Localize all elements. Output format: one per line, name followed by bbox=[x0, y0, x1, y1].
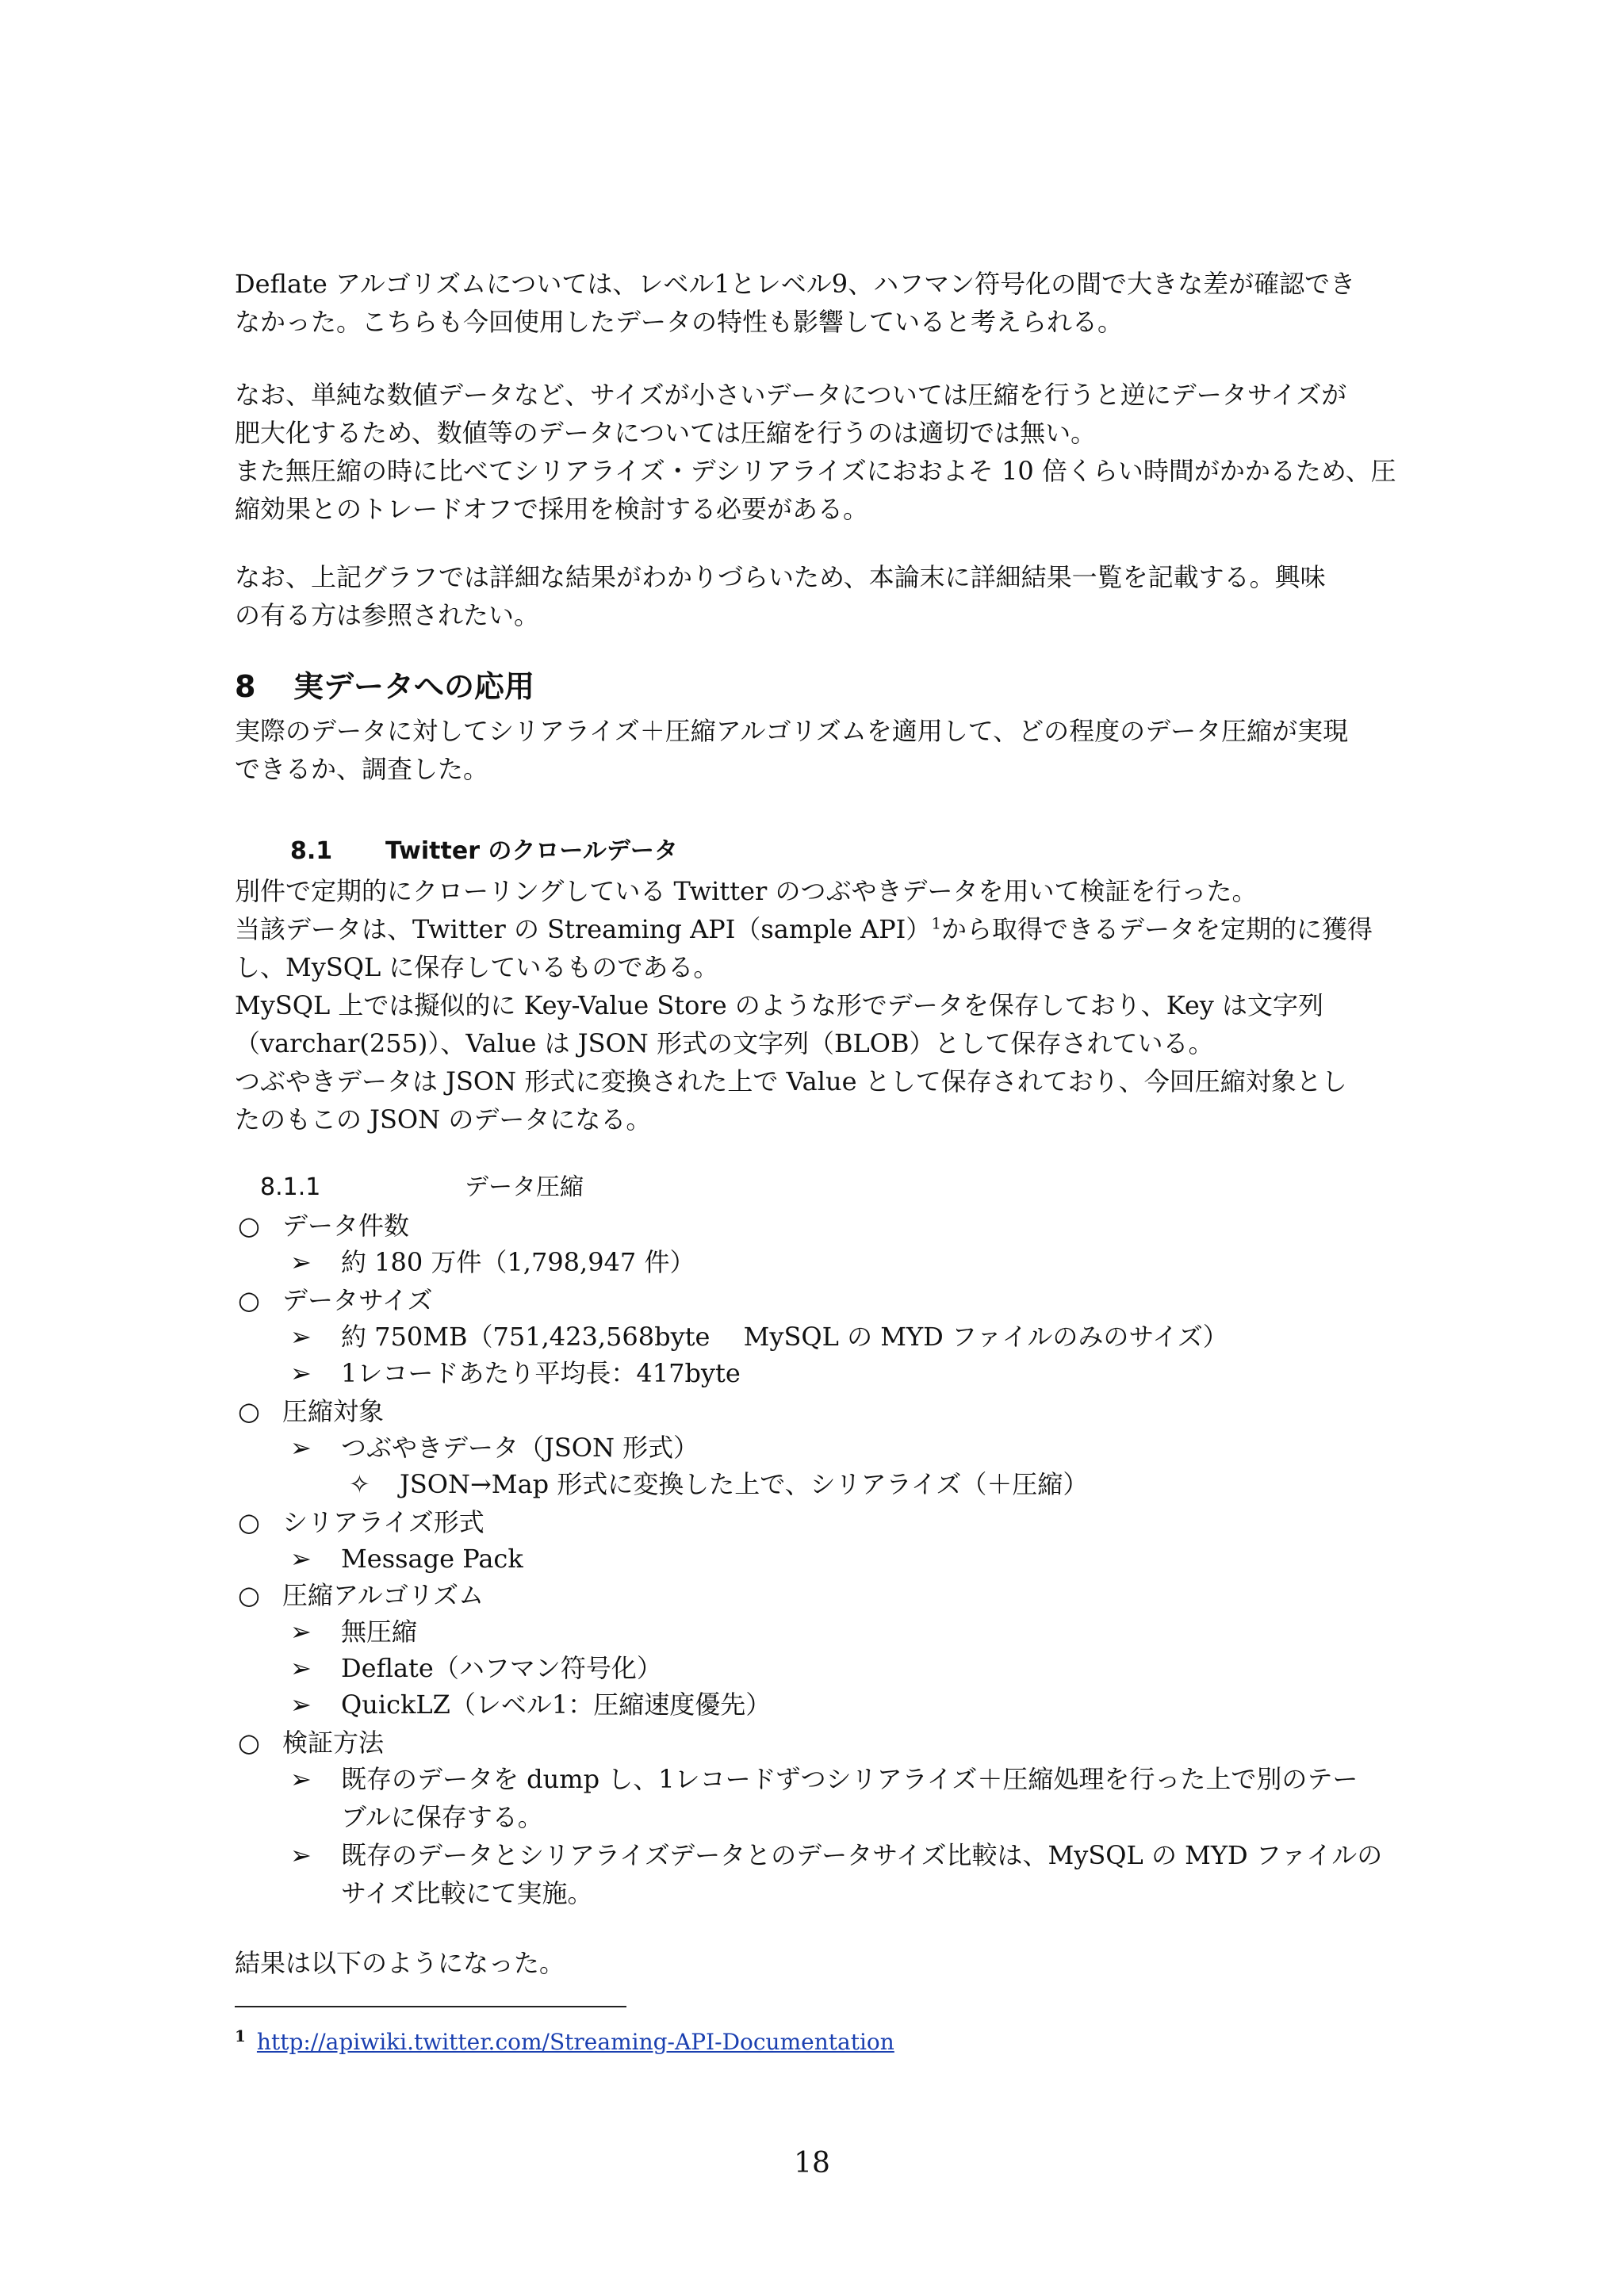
para3-line2: の有る方は参照されたい。 bbox=[235, 600, 540, 630]
arrow-bullet-icon: ➢ bbox=[290, 1247, 312, 1277]
list-item-label: データ件数 bbox=[282, 1211, 410, 1241]
list-subitem-label: Message Pack bbox=[341, 1544, 523, 1574]
list-item-label: 検証方法 bbox=[282, 1728, 385, 1758]
list-subitem bbox=[290, 1686, 1448, 1724]
list-subitem bbox=[290, 1760, 1448, 1798]
section81-line4: MySQL 上では擬似的に Key-Value Store のような形でデータを保存しており、Key は文字列 bbox=[235, 990, 1324, 1020]
list-item-label: 圧縮対象 bbox=[282, 1396, 385, 1426]
bullet-icon: ○ bbox=[238, 1507, 260, 1537]
section8-line1: 実際のデータに対してシリアライズ＋圧縮アルゴリズムを適用して、どの程度のデータ圧縮が実現 bbox=[235, 716, 1349, 746]
para2-line2: 肥大化するため、数値等のデータについては圧縮を行うのは適切では無い。 bbox=[235, 418, 1097, 448]
arrow-bullet-icon: ➢ bbox=[290, 1840, 312, 1870]
list-subitem-label: 約 180 万件（1,798,947 件） bbox=[341, 1247, 695, 1277]
section-8-title: 実データへの応用 bbox=[293, 669, 535, 704]
arrow-bullet-icon: ➢ bbox=[290, 1322, 312, 1352]
list-subitem-label: 既存のデータとシリアライズデータとのデータサイズ比較は、MySQL の MYD ファイルの bbox=[341, 1840, 1383, 1870]
list-subitem bbox=[290, 1836, 1448, 1874]
list-item-data-size bbox=[238, 1281, 1396, 1319]
list-item-compression-algorithm bbox=[238, 1576, 1396, 1614]
list-subitem-label: 無圧縮 bbox=[341, 1617, 418, 1647]
arrow-bullet-icon: ➢ bbox=[290, 1358, 312, 1388]
list-subitem-label: Deflate（ハフマン符号化） bbox=[341, 1653, 662, 1683]
arrow-bullet-icon: ➢ bbox=[290, 1689, 312, 1720]
list-subitem bbox=[290, 1540, 1448, 1578]
footnote-ref[interactable]: 1 bbox=[931, 913, 942, 933]
list-subitem-continuation: サイズ比較にて実施。 bbox=[341, 1878, 593, 1908]
section-8-1-1-title: データ圧縮 bbox=[465, 1173, 584, 1201]
footnote-mark: 1 bbox=[235, 2026, 246, 2045]
section-8-1-number: 8.1 bbox=[290, 837, 333, 865]
para3-line1: なお、上記グラフでは詳細な結果がわかりづらいため、本論末に詳細結果一覧を記載する。興味 bbox=[235, 562, 1326, 592]
list-item-serialize-format bbox=[238, 1503, 1396, 1541]
para2-line3: また無圧縮の時に比べてシリアライズ・デシリアライズにおおよそ 10 倍くらい時間がかかるため、圧 bbox=[235, 456, 1396, 486]
list-item-label: データサイズ bbox=[282, 1285, 433, 1315]
list-item-data-count bbox=[238, 1207, 1396, 1245]
list-item-label: シリアライズ形式 bbox=[282, 1507, 485, 1537]
list-subitem bbox=[290, 1429, 1448, 1467]
list-item-compression-target bbox=[238, 1392, 1396, 1430]
section-8-heading bbox=[235, 668, 1392, 706]
footnote-link[interactable]: http://apiwiki.twitter.com/Streaming-API-Documentation bbox=[256, 2029, 894, 2056]
arrow-bullet-icon: ➢ bbox=[290, 1653, 312, 1683]
section81-line2a: 当該データは、Twitter の Streaming API（sample API） bbox=[235, 914, 932, 944]
list-subitem bbox=[290, 1243, 1448, 1281]
para2-line1: なお、単純な数値データなど、サイズが小さいデータについては圧縮を行うと逆にデータサイズが bbox=[235, 380, 1347, 410]
arrow-bullet-icon: ➢ bbox=[290, 1764, 312, 1794]
list-subitem bbox=[290, 1613, 1448, 1651]
section-8-number: 8 bbox=[235, 669, 256, 704]
section8-line2: できるか、調査した。 bbox=[235, 754, 489, 784]
page-number: 18 bbox=[794, 2147, 830, 2179]
bullet-icon: ○ bbox=[238, 1211, 260, 1241]
list-subitem-label: つぶやきデータ（JSON 形式） bbox=[341, 1433, 699, 1463]
list-subitem-label: 約 750MB（751,423,568byte MySQL の MYD ファイルのみのサイズ） bbox=[341, 1322, 1228, 1352]
section-8-1-heading bbox=[290, 832, 1448, 871]
section-8-1-1-number: 8.1.1 bbox=[260, 1173, 321, 1201]
arrow-bullet-icon: ➢ bbox=[290, 1617, 312, 1647]
section81-line6: つぶやきデータは JSON 形式に変換された上で Value として保存されており、今回圧縮対象とし bbox=[235, 1066, 1347, 1096]
section81-line2b: から取得できるデータを定期的に獲得 bbox=[941, 914, 1373, 944]
section81-line3: し、MySQL に保存しているものである。 bbox=[235, 952, 719, 982]
section-8-1-1-heading bbox=[260, 1169, 1418, 1207]
list-subsubitem bbox=[349, 1465, 1507, 1503]
list-subitem-label: 既存のデータを dump し、1レコードずつシリアライズ＋圧縮処理を行った上で別のテー bbox=[341, 1764, 1358, 1794]
bullet-icon: ○ bbox=[238, 1285, 260, 1315]
para2-line4: 縮効果とのトレードオフで採用を検討する必要がある。 bbox=[235, 494, 869, 524]
arrow-bullet-icon: ➢ bbox=[290, 1433, 312, 1463]
list-subitem bbox=[290, 1318, 1448, 1356]
diamond-bullet-icon: ✧ bbox=[349, 1469, 370, 1499]
section81-line7: たのもこの JSON のデータになる。 bbox=[235, 1104, 652, 1135]
footnote-separator bbox=[235, 2006, 626, 2007]
list-subitem-continuation: ブルに保存する。 bbox=[341, 1802, 543, 1832]
list-subitem bbox=[290, 1354, 1448, 1392]
bullet-icon: ○ bbox=[238, 1728, 260, 1758]
section81-line2 bbox=[235, 910, 1392, 948]
list-subitem-label: QuickLZ（レベル1：圧縮速度優先） bbox=[341, 1689, 772, 1720]
section81-line5: （varchar(255)）、Value は JSON 形式の文字列（BLOB）として保存されている。 bbox=[235, 1028, 1214, 1058]
list-subsubitem-label: JSON→Map 形式に変換した上で、シリアライズ（＋圧縮） bbox=[400, 1469, 1089, 1499]
section-8-1-title: Twitter のクロールデータ bbox=[385, 837, 678, 865]
arrow-bullet-icon: ➢ bbox=[290, 1544, 312, 1574]
list-item-label: 圧縮アルゴリズム bbox=[282, 1580, 485, 1610]
bullet-icon: ○ bbox=[238, 1580, 260, 1610]
para1-line1: Deflate アルゴリズムについては、レベル1とレベル9、ハフマン符号化の間で大きな差が確認でき bbox=[235, 269, 1356, 299]
footnote bbox=[235, 2020, 894, 2058]
result-line: 結果は以下のようになった。 bbox=[235, 1948, 565, 1978]
section81-line1: 別件で定期的にクローリングしている Twitter のつぶやきデータを用いて検証を行った。 bbox=[235, 876, 1258, 906]
para1-line2: なかった。こちらも今回使用したデータの特性も影響していると考えられる。 bbox=[235, 307, 1124, 337]
list-subitem-label: 1レコードあたり平均長：417byte bbox=[341, 1358, 741, 1388]
list-item-verification-method bbox=[238, 1724, 1396, 1762]
bullet-icon: ○ bbox=[238, 1396, 260, 1426]
list-subitem bbox=[290, 1649, 1448, 1687]
